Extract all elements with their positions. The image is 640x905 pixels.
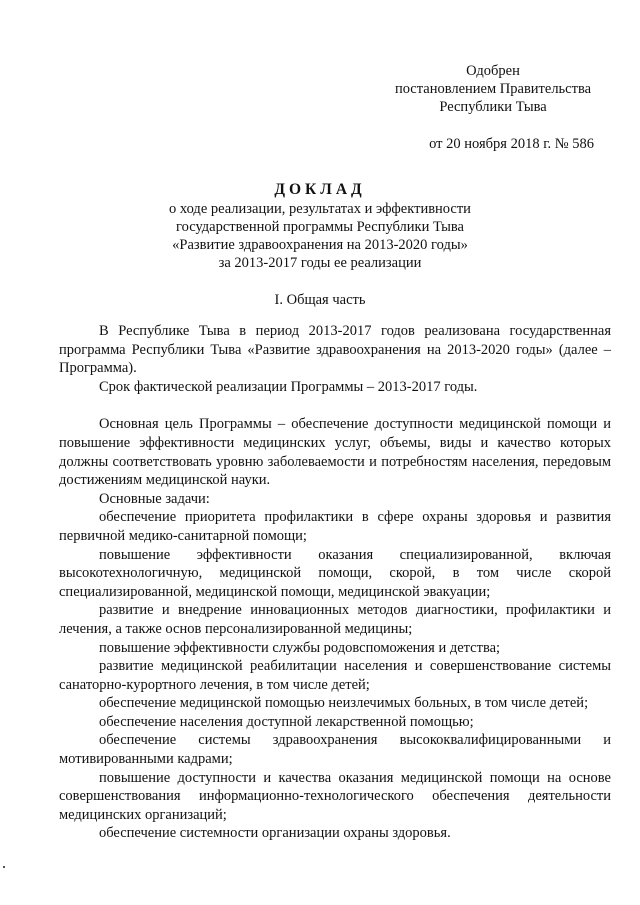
task-item: обеспечение населения доступной лекарственной помощью;: [99, 713, 474, 730]
report-subtitle-line-4: за 2013-2017 годы ее реализации: [218, 255, 422, 271]
paragraph-program-intro: В Республике Тыва в период 2013-2017 годов реализована государственная программа Республики Тыва «Развитие здравоохранения на 2013-2020 годы» (далее – Программа).: [59, 323, 611, 377]
paragraph-tasks-heading: Основные задачи:: [99, 490, 210, 507]
task-item: развитие медицинской реабилитации населения и совершенствование системы санаторно-курортного лечения, в том числе детей;: [59, 658, 611, 693]
task-item: обеспечение системы здравоохранения высококвалифицированными и мотивированными кадрами;: [59, 732, 611, 768]
report-title: ДОКЛАД: [274, 181, 366, 198]
task-item: повышение доступности и качества оказания медицинской помощи на основе совершенствования информационно-технологического обеспечения деятельности медицинских организаций;: [59, 769, 611, 823]
task-item: повышение эффективности оказания специализированной, включая высокотехнологичную, медицинской помощи, скорой, в том числе скорой специализированной, медицинской помощи, медицинской эвакуации;: [59, 546, 611, 600]
approval-status: Одобрен: [466, 63, 520, 79]
section-heading: I. Общая часть: [274, 292, 366, 308]
task-item: обеспечение медицинской помощью неизлечимых больных, в том числе детей;: [99, 695, 589, 712]
task-item: повышение эффективности службы родовспоможения и детства;: [99, 639, 501, 656]
approval-date: от 20 ноября 2018 г. № 586: [429, 136, 594, 152]
paragraph-program-goal: Основная цель Программы – обеспечение доступности медицинской помощи и повышение эффективности медицинских услуг, объемы, виды и качество которых должны соответствовать уровню заболеваемости и потребностям населения, передовым достижениям медицинской науки.: [59, 416, 611, 489]
report-header: [0, 180, 640, 272]
task-item: обеспечение системности организации охраны здоровья.: [99, 825, 451, 842]
scan-speck: [3, 866, 5, 868]
task-item: обеспечение приоритета профилактики в сфере охраны здоровья и развития первичной медико-санитарной помощи;: [59, 509, 611, 544]
paragraph-program-term: Срок фактической реализации Программы – 2013-2017 годы.: [99, 378, 478, 395]
approval-authority: постановлением Правительства: [394, 81, 592, 97]
body-text: [59, 322, 611, 843]
approval-block: [378, 62, 608, 116]
approval-region: Республики Тыва: [439, 99, 547, 115]
report-subtitle-line-2: государственной программы Республики Тыва: [176, 219, 464, 235]
report-subtitle-line-3: «Развитие здравоохранения на 2013-2020 годы»: [172, 237, 468, 253]
report-subtitle-line-1: о ходе реализации, результатах и эффективности: [169, 201, 471, 217]
task-item: развитие и внедрение инновационных методов диагностики, профилактики и лечения, а также основ персонализированной медицины;: [59, 602, 611, 637]
